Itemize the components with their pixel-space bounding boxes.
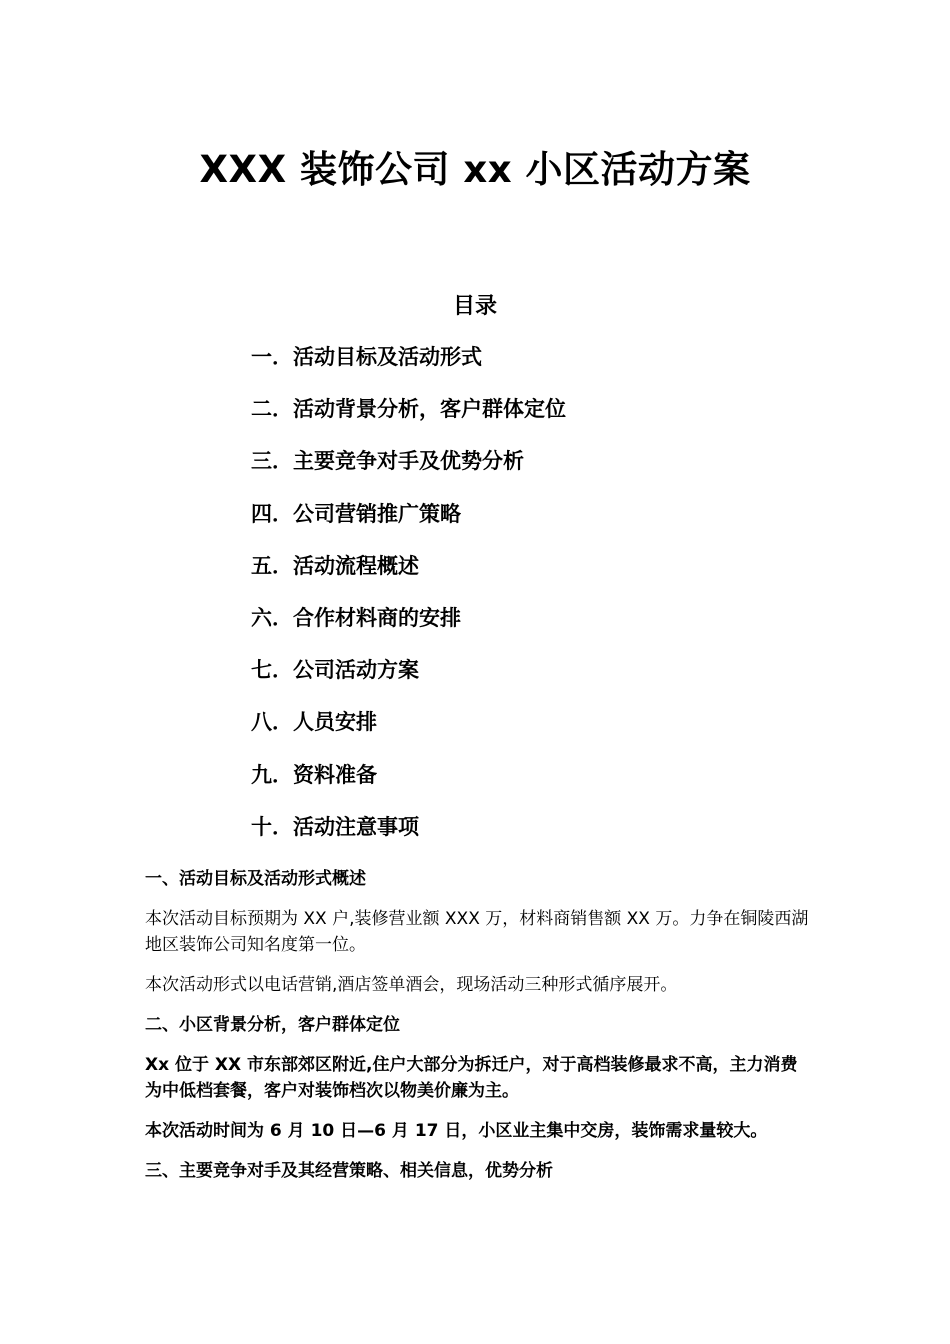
toc-item-label: 公司营销推广策略 [293,501,461,526]
toc-item [251,812,566,864]
toc-item-label: 活动背景分析，客户群体定位 [293,397,566,422]
toc-item [251,446,566,498]
toc-item-label: 活动流程概述 [293,553,419,578]
toc-item [251,499,566,551]
toc-item-label: 公司活动方案 [293,658,419,683]
toc-item-label: 主要竞争对手及优势分析 [293,449,524,474]
toc-item [251,707,566,759]
toc-item [251,394,566,446]
toc-item [251,551,566,603]
toc-item-label: 合作材料商的安排 [293,605,461,630]
toc-item-label: 活动目标及活动形式 [293,345,482,369]
toc-item-number: 五． [251,553,293,578]
toc-item-number: 六． [251,605,293,630]
toc-item-number: 三． [251,449,293,474]
toc-item [251,342,566,394]
toc-heading: 目录 [452,294,497,319]
toc-item-label: 活动注意事项 [293,814,419,839]
toc-item-number: 四． [251,501,293,526]
paragraph: 本次活动目标预期为 XX 户,装修营业额 XXX 万，材料商销售额 XX 万。力争在铜陵西湖地区装饰公司知名度第一位。 [145,909,809,955]
section-heading: 一、活动目标及活动形式概述 [145,869,366,889]
document-body [145,866,810,1198]
toc-item-label: 资料准备 [293,762,377,787]
toc-item-number: 一． [251,345,293,369]
table-of-contents [251,342,566,864]
toc-item-number: 八． [251,710,293,735]
toc-item-number: 十． [251,814,293,839]
toc-item [251,603,566,655]
toc-item-number: 二． [251,397,293,422]
toc-item [251,655,566,707]
paragraph: 本次活动形式以电话营销,酒店签单酒会，现场活动三种形式循序展开。 [145,975,678,995]
section-heading: 三、主要竞争对手及其经营策略、相关信息，优势分析 [145,1161,553,1181]
document-title: XXX 装饰公司 xx 小区活动方案 [199,148,751,191]
paragraph: 本次活动时间为 6 月 10 日—6 月 17 日，小区业主集中交房，装饰需求量较大。 [145,1121,768,1141]
section-heading: 二、小区背景分析，客户群体定位 [145,1015,400,1035]
toc-item-label: 人员安排 [293,710,377,735]
toc-item-number: 七． [251,658,293,683]
toc-item [251,760,566,812]
paragraph: Xx 位于 XX 市东部郊区附近,住户大部分为拆迁户，对于高档装修最求不高，主力消费为中低档套餐，客户对装饰档次以物美价廉为主。 [145,1055,798,1101]
toc-item-number: 九． [251,762,293,787]
